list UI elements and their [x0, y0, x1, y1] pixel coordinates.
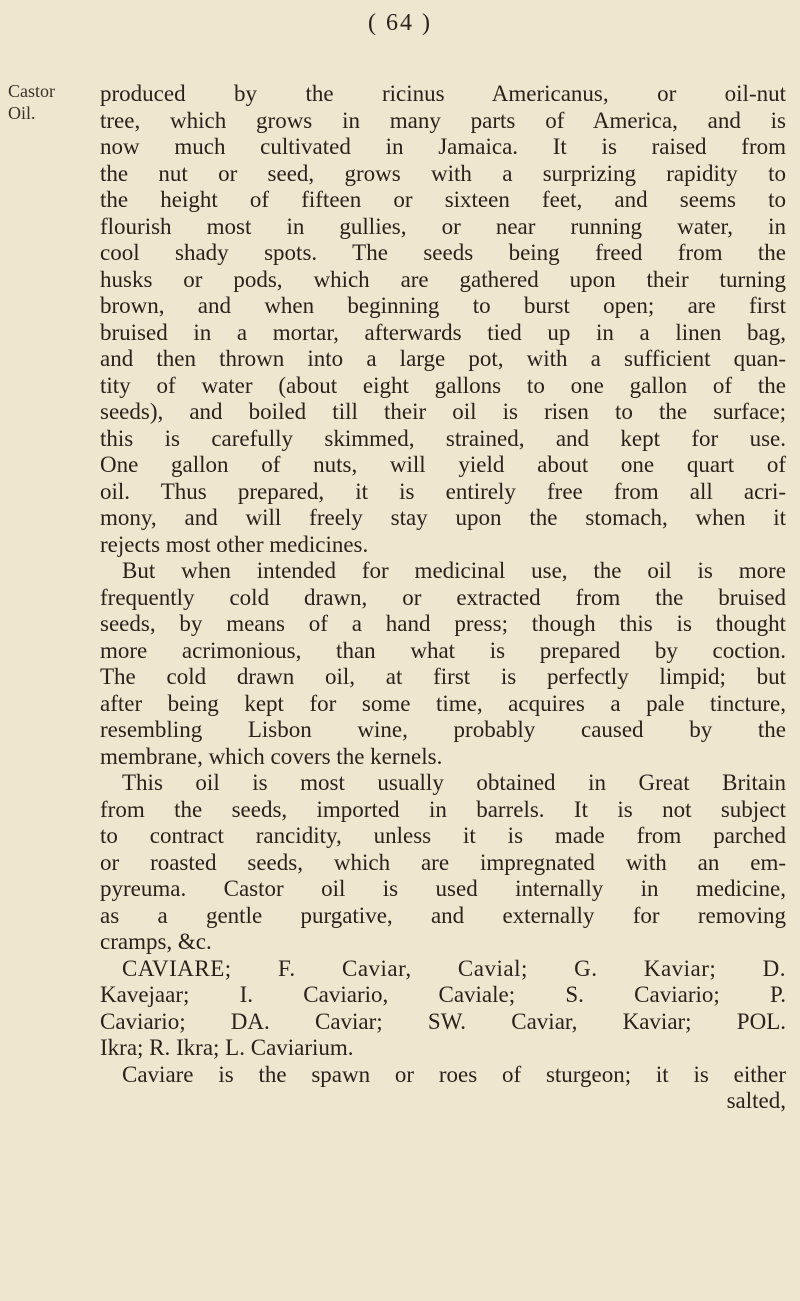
text-line: or roasted seeds, which are impregnated with an em-	[100, 849, 786, 875]
text-line: resembling Lisbon wine, probably caused by the	[100, 717, 786, 742]
text-line: husks or pods, which are gathered upon their turning	[100, 266, 786, 292]
text-line: tree, which grows in many parts of America, and is	[100, 107, 786, 133]
text-line: seeds, by means of a hand press; though this is thought	[100, 611, 786, 636]
text-line: Ikra; R. Ikra; L. Caviarium.	[100, 1035, 354, 1060]
text-line: The cold drawn oil, at first is perfectly limpid; but	[100, 664, 786, 689]
text-line: this is carefully skimmed, strained, and kept for use.	[100, 425, 786, 451]
text-line: from the seeds, imported in barrels. It is not subject	[100, 796, 786, 822]
text-line: cool shady spots. The seeds being freed from the	[100, 240, 786, 265]
text-line: to contract rancidity, unless it is made from parched	[100, 823, 786, 848]
text-line: flourish most in gullies, or near running water, in	[100, 213, 786, 239]
text-line: brown, and when beginning to burst open; are first	[100, 293, 786, 318]
text-line: But when intended for medicinal use, the oil is more	[122, 558, 786, 583]
text-line: One gallon of nuts, will yield about one quart of	[100, 452, 786, 477]
text-line: salted,	[726, 1088, 786, 1113]
text-line: This oil is most usually obtained in Great Britain	[122, 770, 786, 795]
margin-note-line: Castor	[8, 81, 55, 101]
text-line: membrane, which covers the kernels.	[100, 743, 443, 769]
text-line: now much cultivated in Jamaica. It is raised from	[100, 134, 786, 159]
text-line: oil. Thus prepared, it is entirely free from all acri-	[100, 478, 786, 504]
text-line: rejects most other medicines.	[100, 531, 369, 557]
text-line: pyreuma. Castor oil is used internally in medicine,	[100, 876, 786, 901]
text-line: cramps, &c.	[100, 929, 212, 954]
text-line: the nut or seed, grows with a surprizing rapidity to	[100, 160, 786, 186]
text-line: the height of fifteen or sixteen feet, and seems to	[100, 187, 786, 212]
text-line: frequently cold drawn, or extracted from the bruised	[100, 584, 786, 610]
text-line: as a gentle purgative, and externally for removing	[100, 902, 786, 928]
body-text	[100, 81, 786, 1115]
text-line: tity of water (about eight gallons to one gallon of the	[100, 372, 786, 398]
margin-note-line: Oil.	[8, 103, 36, 123]
text-line: produced by the ricinus Americanus, or oil-nut	[100, 81, 786, 106]
text-line: Caviario; DA. Caviar; SW. Caviar, Kaviar; POL.	[100, 1008, 786, 1034]
text-line: mony, and will freely stay upon the stomach, when it	[100, 505, 786, 530]
text-line: Kavejaar; I. Caviario, Caviale; S. Caviario; P.	[100, 982, 786, 1007]
text-line: Caviare is the spawn or roes of sturgeon; it is either	[122, 1061, 786, 1087]
text-line: bruised in a mortar, afterwards tied up in a linen bag,	[100, 319, 786, 345]
text-line: seeds), and boiled till their oil is risen to the surface;	[100, 399, 786, 424]
page-number: ( 64 )	[368, 10, 432, 36]
text-line: more acrimonious, than what is prepared by coction.	[100, 637, 786, 663]
text-line: after being kept for some time, acquires a pale tincture,	[100, 690, 786, 716]
text-line: and then thrown into a large pot, with a sufficient quan-	[100, 346, 786, 371]
text-line: CAVIARE; F. Caviar, Cavial; G. Kaviar; D.	[122, 955, 786, 981]
margin-note	[8, 80, 60, 124]
